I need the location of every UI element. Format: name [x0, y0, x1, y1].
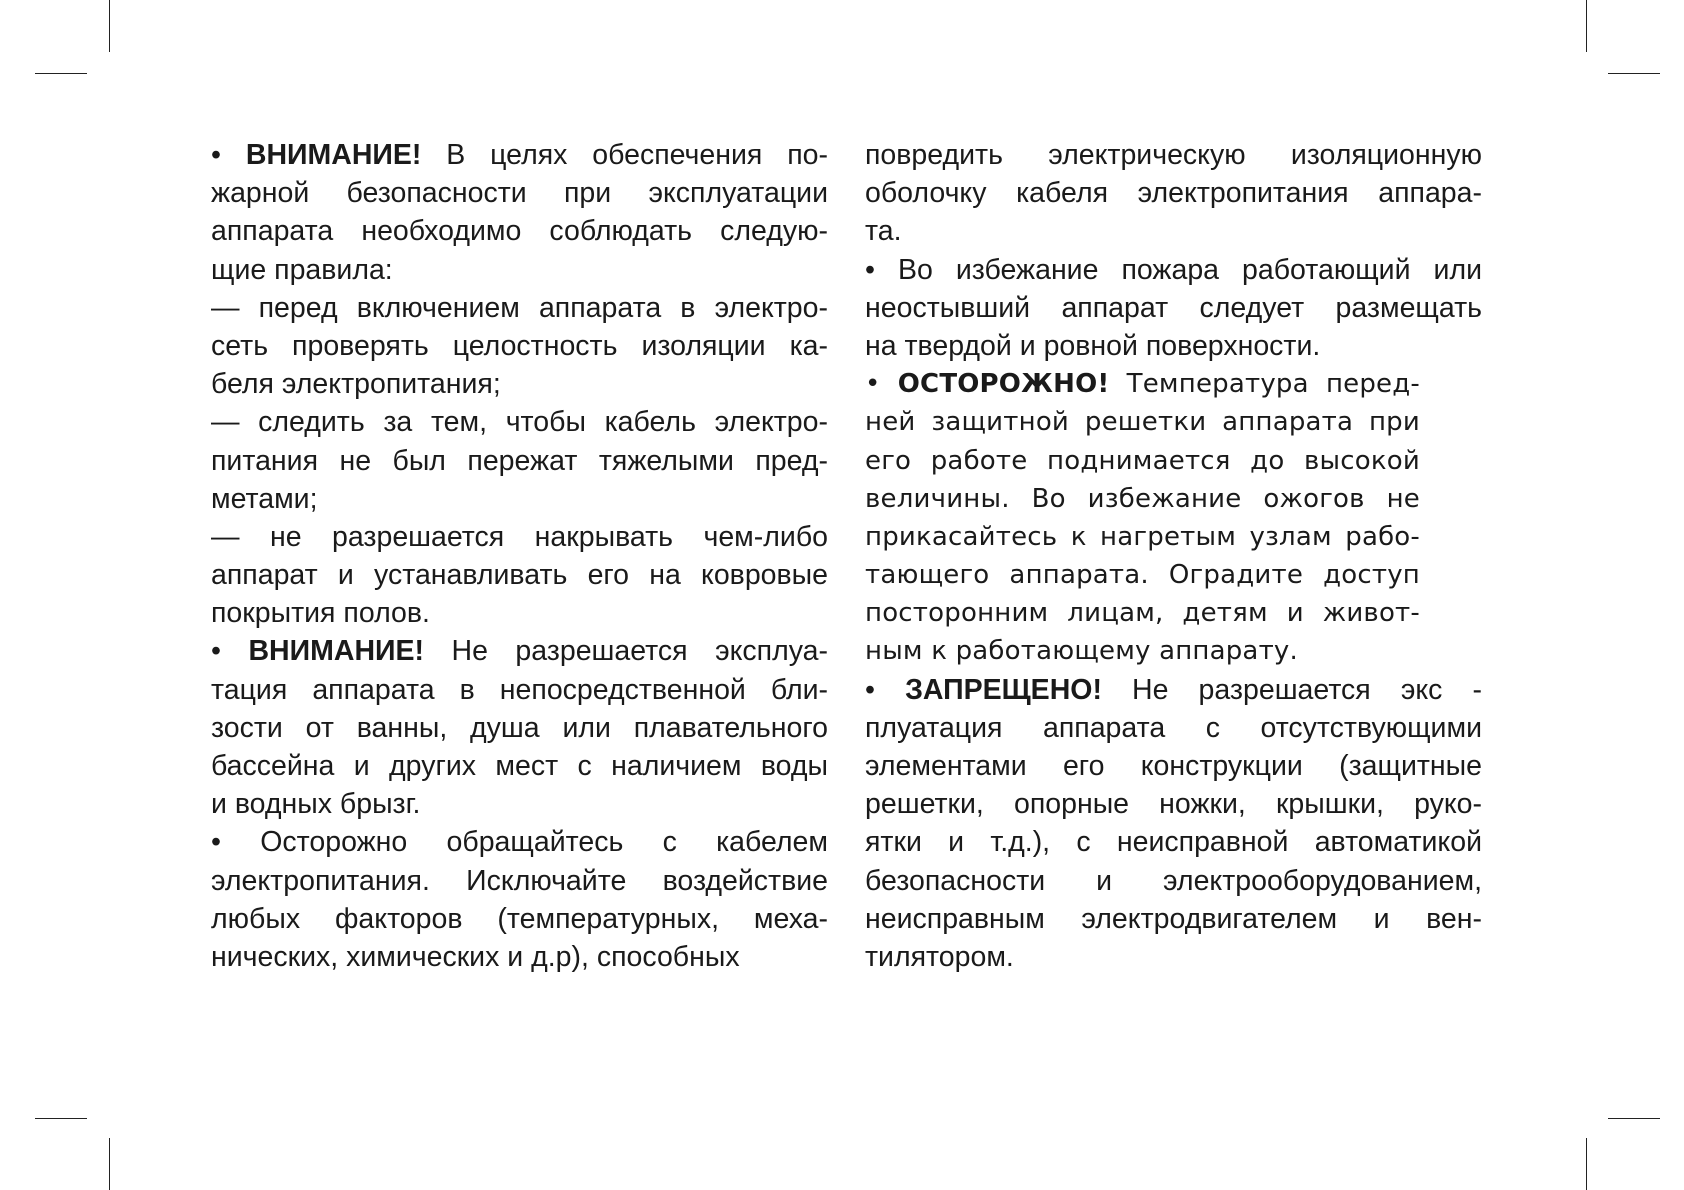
text-line [865, 365, 1420, 403]
text-line: элементами его конструкции (защитные [865, 750, 1482, 782]
text-line: ней защитной решетки аппарата при [865, 407, 1420, 438]
text-segment: В целях обеспечения по- [421, 139, 828, 171]
text-line [211, 136, 828, 174]
text-line: электропитания. Исключайте воздействие [211, 864, 828, 897]
warning-keyword: ВНИМАНИЕ! [248, 635, 425, 668]
bullet: • [865, 369, 898, 400]
text-line: тилятором. [865, 940, 1014, 973]
text-line: любых факторов (температурных, меха- [211, 902, 828, 935]
text-line: — следить за тем, чтобы кабель электро- [211, 406, 828, 439]
text-line: — не разрешается накрывать чем-либо [211, 520, 828, 553]
crop-mark [1586, 1138, 1587, 1190]
text-line: аппарата необходимо соблюдать следую- [211, 215, 828, 248]
text-line: питания не был пережат тяжелыми пред- [211, 444, 828, 477]
text-line: прикасайтесь к нагретым узлам рабо- [865, 521, 1420, 552]
warning-keyword: ОСТОРОЖНО! [897, 369, 1110, 400]
text-line: сеть проверять целостность изоляции ка- [211, 329, 828, 362]
text-line: плуатация аппарата с отсутствующими [865, 711, 1482, 744]
text-line: безопасности и электрооборудованием, [865, 864, 1482, 897]
text-line: • Осторожно обращайтесь с кабелем [211, 826, 828, 859]
text-line: покрытия полов. [211, 597, 430, 630]
text-line: решетки, опорные ножки, крышки, руко- [865, 788, 1482, 821]
left-text-column [211, 136, 828, 976]
text-line: на твердой и ровной поверхности. [865, 329, 1321, 362]
text-line: бассейна и других мест с наличием воды [211, 750, 828, 782]
crop-mark [35, 1118, 87, 1119]
text-segment: Температура перед- [1109, 369, 1420, 400]
crop-mark [1608, 73, 1660, 74]
text-line: та. [865, 215, 902, 248]
warning-keyword: ВНИМАНИЕ! [245, 139, 422, 171]
crop-mark [1608, 1118, 1660, 1119]
crop-mark [35, 73, 87, 74]
text-line: неисправным электродвигателем и вен- [865, 902, 1482, 935]
text-line: ятки и т.д.), с неисправной автоматикой [865, 826, 1482, 859]
text-line: тающего аппарата. Оградите доступ [865, 560, 1420, 591]
text-line: беля электропитания; [211, 368, 501, 401]
text-line: тация аппарата в непосредственной бли- [211, 673, 828, 706]
right-text-column [865, 136, 1482, 976]
text-line: • Во избежание пожара работающий или [865, 253, 1482, 286]
crop-mark [109, 0, 110, 52]
warning-keyword: ЗАПРЕЩЕНО! [905, 673, 1102, 706]
text-line: щие правила: [211, 253, 393, 286]
text-segment: Не разрешается эксплуа- [424, 635, 828, 668]
text-line: и водных брызг. [211, 788, 421, 821]
text-line: жарной безопасности при эксплуатации [211, 177, 828, 210]
text-line: неостывший аппарат следует размещать [865, 291, 1482, 324]
bullet: • [211, 635, 249, 668]
text-line: оболочку кабеля электропитания аппара- [865, 177, 1482, 210]
text-line: посторонним лицам, детям и живот- [865, 598, 1420, 629]
bullet: • [211, 139, 246, 171]
text-segment: Не разрешается экс - [1101, 673, 1482, 706]
text-line: метами; [211, 482, 318, 515]
text-line: ным к работающему аппарату. [865, 636, 1298, 667]
text-line: его работе поднимается до высокой [865, 445, 1420, 476]
text-line: повредить электрическую изоляционную [865, 139, 1482, 171]
text-line: — перед включением аппарата в электро- [211, 291, 828, 324]
text-line [865, 671, 1482, 709]
crop-mark [1586, 0, 1587, 52]
bullet: • [865, 673, 906, 706]
text-line: нических, химических и д.р), способных [211, 940, 740, 973]
text-line: аппарат и устанавливать его на ковровые [211, 559, 828, 592]
crop-mark [109, 1138, 110, 1190]
text-line [211, 632, 828, 670]
text-line: зости от ванны, душа или плавательного [211, 711, 828, 744]
text-line: величины. Во избежание ожогов не [865, 483, 1420, 514]
